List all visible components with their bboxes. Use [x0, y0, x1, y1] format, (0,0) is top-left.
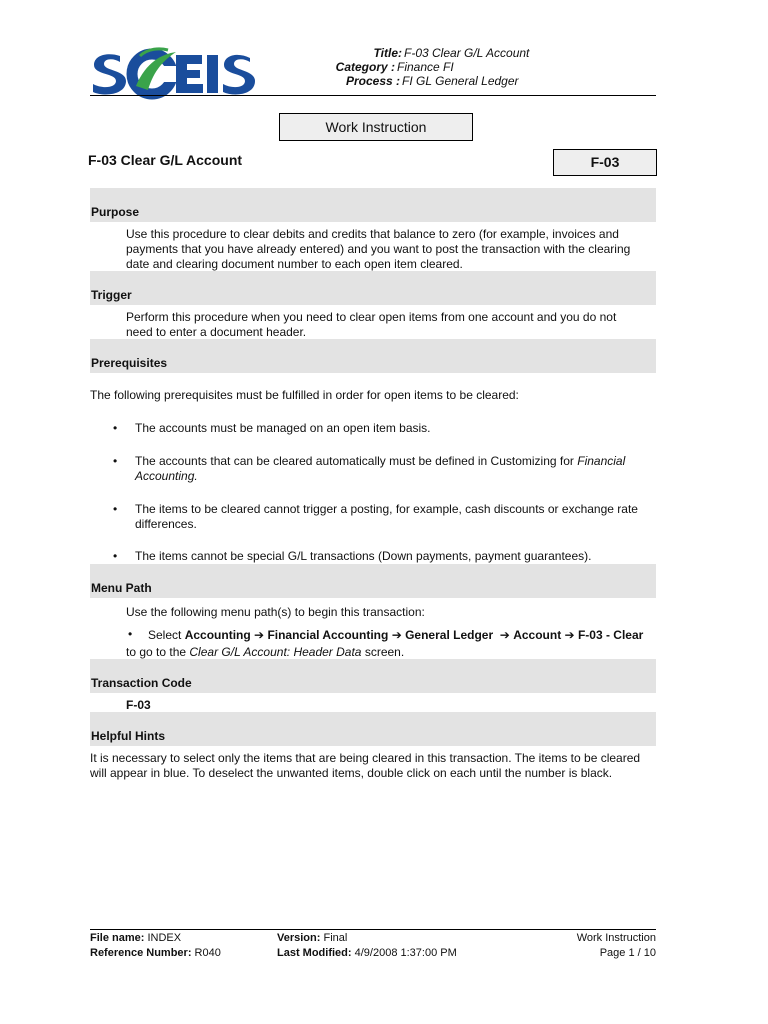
footer-doc-type: Work Instruction [576, 932, 656, 944]
footer-file-info [90, 931, 221, 961]
prerequisite-item: The accounts must be managed on an open item basis. [135, 421, 431, 435]
meta-title-row [330, 46, 660, 60]
menu-path-accounting: Accounting [184, 628, 251, 642]
file-label: File name: [90, 932, 145, 944]
menu-path-f03-clear: F-03 - Clear [577, 628, 644, 642]
prerequisite-item [135, 454, 645, 484]
file-value: INDEX [147, 932, 182, 944]
footer-page-number: Page 1 / 10 [599, 947, 656, 959]
trigger-heading-band [90, 271, 656, 305]
bullet-icon: • [113, 454, 118, 468]
helpful-hints-heading-band [90, 712, 656, 746]
document-meta [330, 46, 660, 88]
prerequisites-heading-band [90, 339, 656, 373]
prerequisite-item-italic: Financial Accounting [135, 454, 626, 483]
process-label: Process : [345, 74, 400, 88]
screen-name: Clear G/L Account: Header Data [189, 645, 362, 659]
screen-word: screen. [361, 645, 405, 659]
process-value: FI GL General Ledger [402, 74, 519, 88]
bullet-icon: • [128, 627, 133, 641]
footer-divider [90, 929, 656, 930]
modified-label: Last Modified: [277, 947, 352, 959]
helpful-hints-text: It is necessary to select only the items that are being cleared in this transaction. The items to be cleared will appear in blue. To deselect the unwanted items, double click on each until the number is black. [90, 751, 641, 780]
meta-process-row [330, 74, 660, 88]
prerequisites-intro: The following prerequisites must be fulfilled in order for open items to be cleared: [90, 388, 519, 402]
category-value: Finance FI [397, 60, 454, 74]
title-value: F-03 Clear G/L Account [404, 46, 530, 60]
goto-text: to go to the [126, 645, 190, 659]
footer-file-row [90, 931, 221, 946]
prerequisite-item-text: The accounts that can be cleared automatically must be defined in Customizing for [135, 454, 578, 468]
header-divider [90, 95, 656, 96]
footer-ref-row [90, 946, 221, 961]
transaction-code-heading-band [90, 659, 656, 693]
prerequisite-item: The items cannot be special G/L transactions (Down payments, payment guarantees). [135, 549, 592, 563]
ref-value: R040 [194, 947, 221, 959]
footer-modified-row [277, 946, 457, 961]
arrow-icon: ➔ [254, 628, 265, 642]
doc-type-box: Work Instruction [279, 113, 473, 141]
transaction-code-heading: Transaction Code [91, 676, 192, 690]
ref-label: Reference Number: [90, 947, 192, 959]
select-word: Select [148, 628, 185, 642]
version-label: Version: [277, 932, 321, 944]
menu-path-financial-accounting: Financial Accounting [267, 628, 389, 642]
prerequisite-item-end: . [194, 469, 198, 483]
bullet-icon: • [113, 502, 118, 516]
trigger-heading: Trigger [91, 288, 132, 302]
arrow-icon: ➔ [564, 628, 575, 642]
trigger-text: Perform this procedure when you need to clear open items from one account and you do not need to enter a document header. [126, 310, 617, 339]
modified-value: 4/9/2008 1:37:00 PM [354, 947, 457, 959]
purpose-text: Use this procedure to clear debits and credits that balance to zero (for example, invoices and payments that you have already entered) and you want to post the transaction with the clearing date and clearing document number to each open item cleared. [126, 227, 631, 271]
menu-path-account: Account [513, 628, 562, 642]
menu-path-general-ledger: General Ledger [405, 628, 494, 642]
menu-path-heading-band [90, 564, 656, 598]
doc-title: F-03 Clear G/L Account [88, 152, 243, 168]
sceis-logo-icon [90, 46, 255, 102]
helpful-hints-heading: Helpful Hints [91, 729, 165, 743]
purpose-heading-band [90, 188, 656, 222]
sceis-logo [90, 46, 255, 102]
meta-category-row [330, 60, 660, 74]
footer-version-row [277, 931, 457, 946]
menu-path-steps [126, 627, 656, 661]
bullet-icon: • [113, 421, 118, 435]
version-value: Final [323, 932, 348, 944]
footer-page-info [500, 931, 656, 961]
arrow-icon: ➔ [499, 628, 510, 642]
purpose-heading: Purpose [91, 205, 140, 219]
category-label: Category : [335, 60, 395, 74]
menu-path-heading: Menu Path [91, 581, 152, 595]
footer-version-info [277, 931, 457, 961]
transaction-code-value: F-03 [126, 698, 151, 712]
menu-path-intro: Use the following menu path(s) to begin this transaction: [126, 605, 425, 619]
bullet-icon: • [113, 549, 118, 563]
prerequisite-item: The items to be cleared cannot trigger a posting, for example, cash discounts or exchange rate differences. [135, 502, 638, 531]
prerequisites-heading: Prerequisites [91, 356, 168, 370]
arrow-icon: ➔ [391, 628, 402, 642]
doc-code-box: F-03 [553, 149, 657, 176]
title-label: Title: [373, 46, 402, 60]
